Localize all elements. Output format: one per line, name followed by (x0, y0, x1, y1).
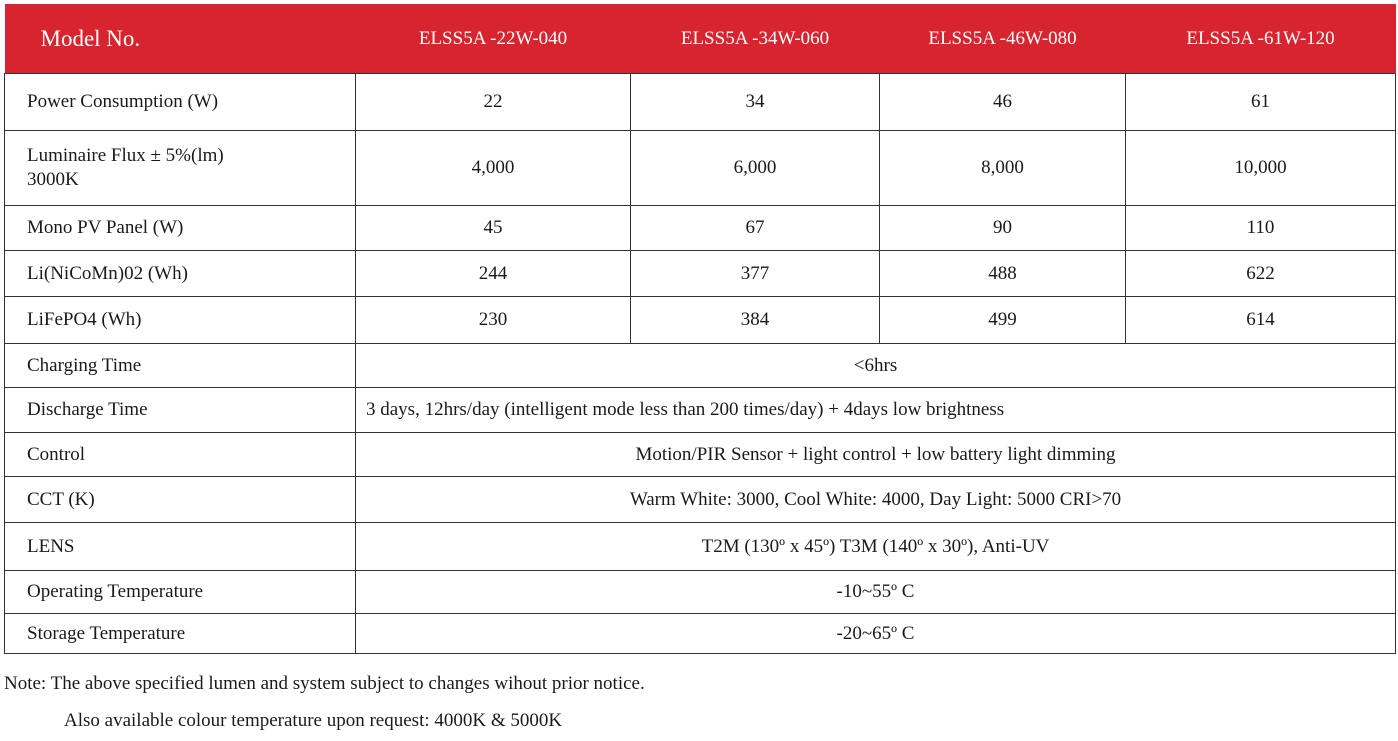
cell-value: 499 (880, 297, 1126, 344)
table-row-pv (5, 206, 1396, 251)
row-label: Power Consumption (W) (5, 74, 356, 131)
cell-value: T2M (130º x 45º) T3M (140º x 30º), Anti-UV (356, 523, 1396, 571)
row-label: Control (5, 433, 356, 477)
cell-value: -10~55º C (356, 571, 1396, 614)
table-row-lens (5, 523, 1396, 571)
cell-value: -20~65º C (356, 614, 1396, 654)
row-label: Charging Time (5, 344, 356, 388)
cell-value: 377 (631, 251, 880, 297)
row-label: LiFePO4 (Wh) (5, 297, 356, 344)
row-label: LENS (5, 523, 356, 571)
cell-value: 614 (1126, 297, 1396, 344)
header-row (5, 4, 1396, 74)
row-label: Discharge Time (5, 388, 356, 433)
cell-value: 3 days, 12hrs/day (intelligent mode less than 200 times/day) + 4days low brightness (356, 388, 1396, 433)
table-row-charging (5, 344, 1396, 388)
cell-value: 6,000 (631, 131, 880, 206)
row-label: Mono PV Panel (W) (5, 206, 356, 251)
row-label (5, 131, 356, 206)
cell-value: 90 (880, 206, 1126, 251)
cell-value: 10,000 (1126, 131, 1396, 206)
table-row-li (5, 251, 1396, 297)
note-text: Note: The above specified lumen and system subject to changes wihout prior notice. (4, 673, 645, 694)
cell-value: 230 (356, 297, 631, 344)
spec-table (4, 4, 1396, 654)
table-row-control (5, 433, 1396, 477)
row-label-line2: 3000K (27, 169, 79, 190)
table-row-power (5, 74, 1396, 131)
row-label-line1: Luminaire Flux ± 5%(lm) (27, 145, 224, 166)
cell-value: 8,000 (880, 131, 1126, 206)
model-header-3: ELSS5A -46W-080 (880, 4, 1126, 74)
model-no-header: Model No. (5, 4, 356, 74)
cell-value: 384 (631, 297, 880, 344)
table-row-operating-temp (5, 571, 1396, 614)
cell-value: 34 (631, 74, 880, 131)
cell-value: Warm White: 3000, Cool White: 4000, Day Light: 5000 CRI>70 (356, 477, 1396, 523)
cell-value: 244 (356, 251, 631, 297)
cell-value: 110 (1126, 206, 1396, 251)
table-row-discharge (5, 388, 1396, 433)
table-row-flux (5, 131, 1396, 206)
row-label: Li(NiCoMn)02 (Wh) (5, 251, 356, 297)
note-text-colour-temperature: Also available colour temperature upon request: 4000K & 5000K (64, 710, 563, 731)
table-row-lfp (5, 297, 1396, 344)
row-label: Storage Temperature (5, 614, 356, 654)
table-row-cct (5, 477, 1396, 523)
cell-value: 4,000 (356, 131, 631, 206)
model-header-2: ELSS5A -34W-060 (631, 4, 880, 74)
row-label: Operating Temperature (5, 571, 356, 614)
cell-value: 45 (356, 206, 631, 251)
model-header-1: ELSS5A -22W-040 (356, 4, 631, 74)
cell-value: 61 (1126, 74, 1396, 131)
cell-value: 67 (631, 206, 880, 251)
row-label: CCT (K) (5, 477, 356, 523)
cell-value: 622 (1126, 251, 1396, 297)
table-row-storage-temp (5, 614, 1396, 654)
cell-value: Motion/PIR Sensor + light control + low battery light dimming (356, 433, 1396, 477)
model-header-4: ELSS5A -61W-120 (1126, 4, 1396, 74)
cell-value: 46 (880, 74, 1126, 131)
cell-value: <6hrs (356, 344, 1396, 388)
cell-value: 22 (356, 74, 631, 131)
cell-value: 488 (880, 251, 1126, 297)
